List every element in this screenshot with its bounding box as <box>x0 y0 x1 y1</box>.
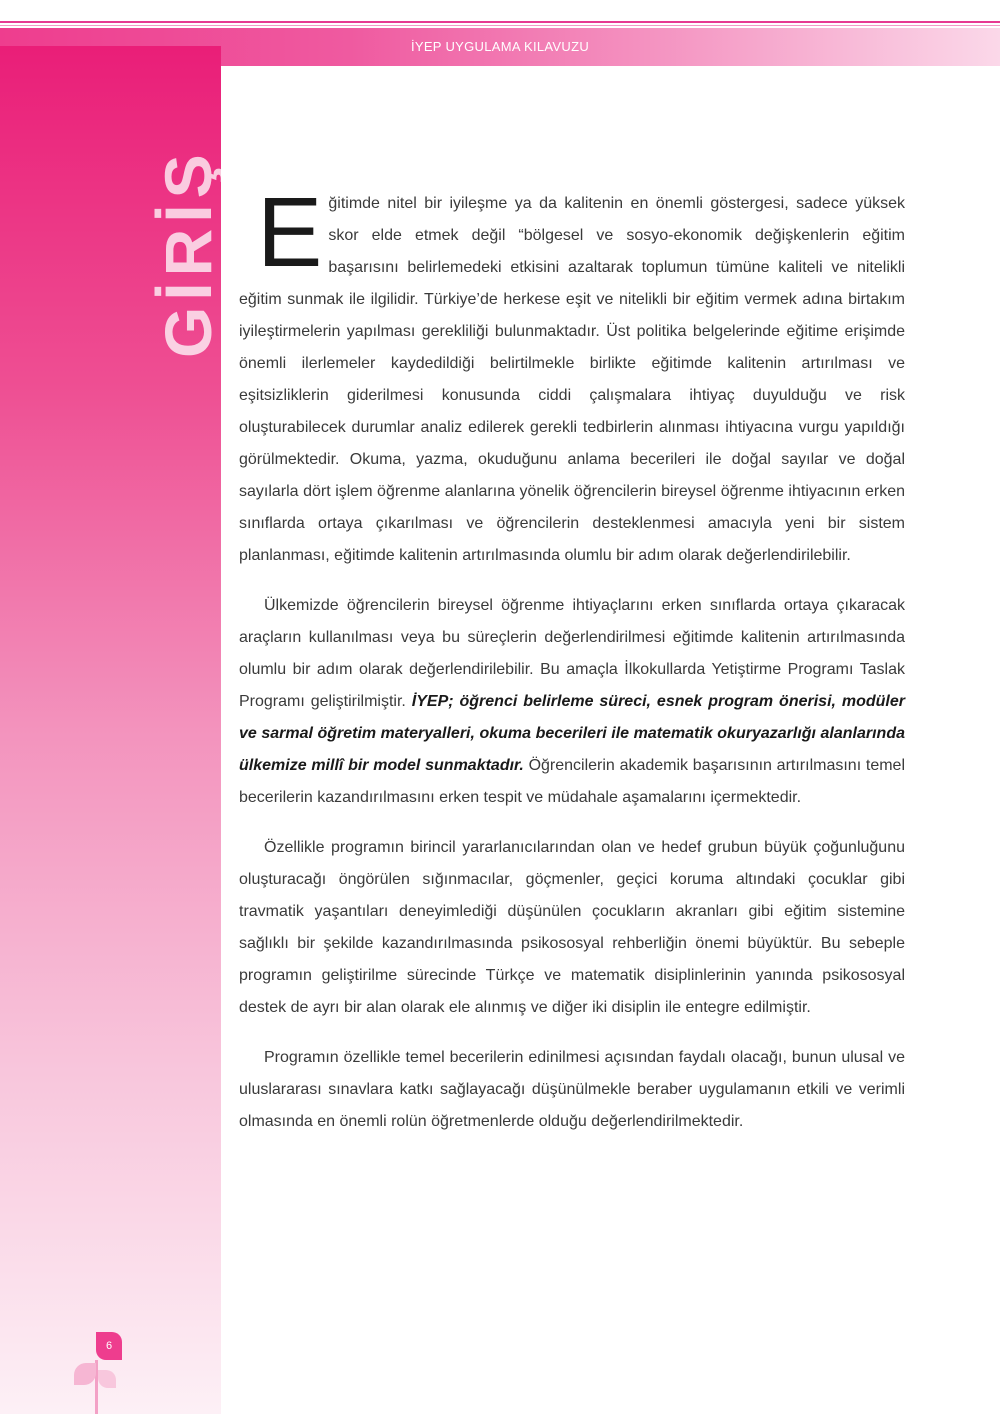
header-title: İYEP UYGULAMA KILAVUZU <box>410 39 590 54</box>
paragraph-conclusion <box>239 1042 905 1138</box>
main-content <box>239 177 906 1156</box>
header-top-rule <box>0 21 1000 23</box>
page-number: 6 <box>96 1332 122 1360</box>
section-title-vertical: GİRİŞ <box>151 148 225 358</box>
leaf-ornament-small-icon <box>98 1370 116 1388</box>
paragraph-conclusion-text: Programın özellikle temel becerilerin edinilmesi açısından faydalı olacağı, bunun ulusal ve uluslararası sınavlara katkı sağlayacağı düşünülmekle beraber uygulamanın etkili ve verimli olmasında en önemli rolün öğretmenlerde olduğu değerlendirilmektedir. <box>239 1049 905 1130</box>
header-thin-rule <box>0 25 1000 26</box>
paragraph-psychosocial <box>239 832 905 1024</box>
paragraph-program-emphasis: İYEP; öğrenci belirleme süreci, esnek program önerisi, modüler ve sarmal öğretim materyalleri, okuma becerileri ile matematik okuryazarlığı alanlarında ülkemize millî bir model sunmaktadır. <box>239 693 905 774</box>
drop-cap-letter: E <box>257 177 323 287</box>
paragraph-psychosocial-text: Özellikle programın birincil yararlanıcılarından olan ve hedef grubun büyük çoğunluğunu oluşturacağı öngörülen sığınmacılar, göçmenler, geçici koruma altındaki çocuklar gibi travmatik yaşantıları deneyimlediği düşünülen çocukların akranları gibi eğitim sistemine sağlıklı bir şekilde kazandırılmasında psikososyal rehberliğin önemi büyüktür. Bu sebeple programın geliştirilme sürecinde Türkçe ve matematik disiplinlerinin yanında psikososyal destek de ayrı bir alan olarak ele alınmış ve diğer iki disiplin ile entegre edilmiştir. <box>239 839 905 1016</box>
paragraph-program-text-before: Ülkemizde öğrencilerin bireysel öğrenme ihtiyaçlarını erken sınıflarda ortaya çıkaracak araçların kullanılması veya bu süreçlerin değerlendirilmesi eğitimde kalitenin artırılmasında olumlu bir adım olarak değerlendirilebilir. Bu amaçla İlkokullarda Yetiştirme Programı Taslak Programı geliştirilmiştir. <box>239 597 905 710</box>
paragraph-program-text-after: Öğrencilerin akademik başarısının artırılmasını temel becerilerin kazandırılmasını erken tespit ve müdahale aşamalarını içermektedir. <box>239 757 906 806</box>
paragraph-intro <box>239 177 905 572</box>
paragraph-intro-text: ğitimde nitel bir iyileşme ya da kalitenin en önemli göstergesi, sadece yüksek skor elde etmek değil “bölgesel ve sosyo-ekonomik değişkenlerin eğitim başarısını belirlemedeki etkisini azaltarak toplumun tümüne kaliteli ve nitelikli eğitim sunmak ile ilgilidir. Türkiye’de herkese eşit ve nitelikli bir eğitim vermek adına birtakım iyileştirmelerin yapılması gerekliliği bulunmaktadır. Üst politika belgelerinde eğitime erişimde önemli ilerlemeler kaydedildiği belirtilmekle birlikte eğitimde kalitenin artırılması ve eşitsizliklerin giderilmesi konusunda ciddi çalışmalara ihtiyaç duyulduğu ve risk oluşturabilecek durumlar analiz edilerek gerekli tedbirlerin alınması ihtiyacına vurgu yapıldığı görülmektedir. Okuma, yazma, okuduğunu anlama becerileri ile doğal sayılar ve doğal sayılarla dört işlem öğrenme alanlarına yönelik öğrencilerin bireysel öğrenme ihtiyacının erken sınıflarda ortaya çıkarılması ve öğrencilerin desteklenmesi amacıyla yeni bir sistem planlanması, eğitimde kalitenin artırılmasında olumlu bir adım olarak değerlendirilebilir. <box>239 195 905 564</box>
paragraph-program <box>239 590 905 814</box>
